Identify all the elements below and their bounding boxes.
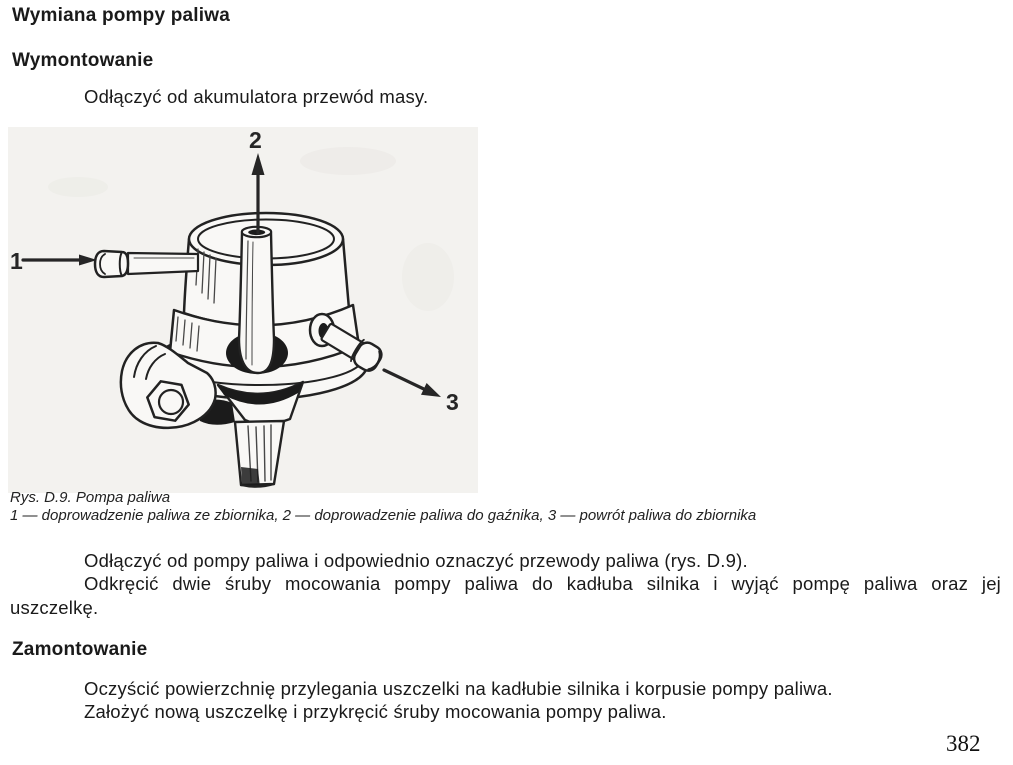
figure-caption-legend: 1 — doprowadzenie paliwa ze zbiornika, 2 — doprowadzenie paliwa do gaźnika, 3 — powrót paliwa do zbiornika xyxy=(10,507,757,524)
outlet-pipe xyxy=(239,227,274,373)
page-number: 382 xyxy=(946,731,981,756)
figure-label-2: 2 xyxy=(249,127,262,153)
figure-caption-title: Rys. D.9. Pompa paliwa xyxy=(10,489,171,506)
removal-heading: Wymontowanie xyxy=(12,50,154,71)
installation-para-2: Założyć nową uszczelkę i przykręcić śruby mocowania pompy paliwa. xyxy=(84,701,667,722)
fuel-pump-drawing xyxy=(8,127,478,493)
page-title: Wymiana pompy paliwa xyxy=(12,5,230,26)
scan-smudge xyxy=(402,243,454,311)
installation-para-1: Oczyścić powierzchnię przylegania uszczelki na kadłubie silnika i korpusie pompy paliwa. xyxy=(84,678,833,699)
figure-label-3: 3 xyxy=(446,389,459,415)
scan-smudge xyxy=(48,177,108,197)
figure-label-1: 1 xyxy=(10,248,23,274)
removal-para-2: Odłączyć od pompy paliwa i odpowiednio oznaczyć przewody paliwa (rys. D.9). xyxy=(84,550,748,571)
installation-heading: Zamontowanie xyxy=(12,639,148,660)
scan-smudge xyxy=(300,147,396,175)
removal-para-3-line-1: Odkręcić dwie śruby mocowania pompy paliwa do kadłuba silnika i wyjąć pompę paliwa oraz jej xyxy=(84,573,1001,594)
removal-para-1: Odłączyć od akumulatora przewód masy. xyxy=(84,86,429,107)
removal-para-3-line-2: uszczelkę. xyxy=(10,597,99,618)
fuel-pump-figure xyxy=(8,127,478,493)
